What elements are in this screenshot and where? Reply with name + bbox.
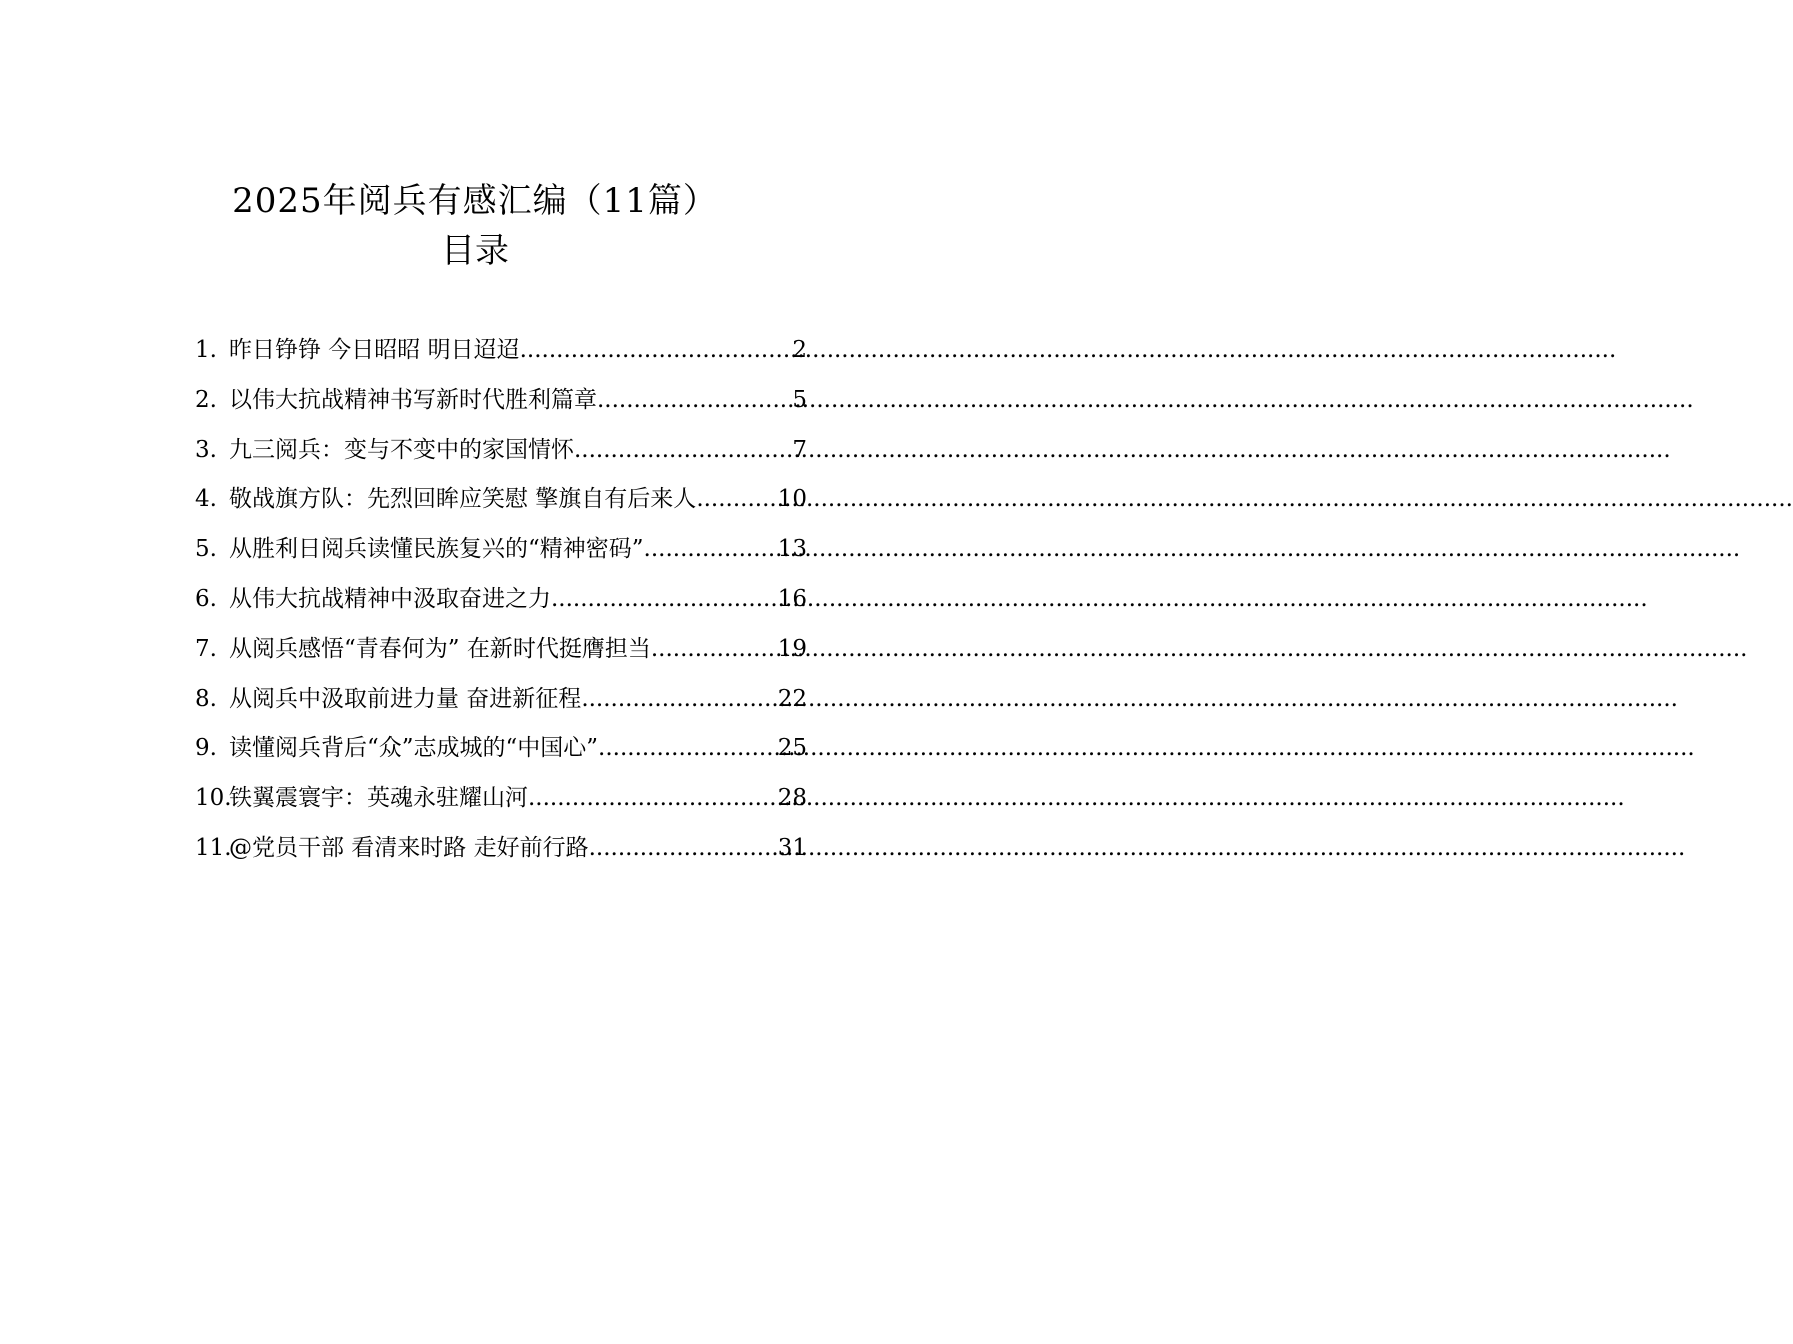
toc-entry-title: @党员干部 看清来时路 走好前行路 xyxy=(229,834,589,861)
toc-entry[interactable] xyxy=(195,525,807,575)
toc-entry-title: 从阅兵感悟“青春何为” 在新时代挺膺担当 xyxy=(229,635,651,662)
toc-entry-title: 铁翼震寰宇：英魂永驻耀山河 xyxy=(229,785,528,812)
toc-entry-number: 11. xyxy=(195,834,232,861)
dot-leader xyxy=(589,824,778,874)
toc-entry-number: 2. xyxy=(195,386,217,413)
toc-entry-number: 5. xyxy=(195,536,217,563)
toc-entry-title: 读懂阅兵背后“众”志成城的“中国心” xyxy=(229,735,599,762)
toc-heading: 目录 xyxy=(441,231,509,271)
toc-entry-page: 7 xyxy=(792,436,807,463)
toc-entry-title: 敬战旗方队：先烈回眸应笑慰 擎旗自有后来人 xyxy=(229,486,697,513)
dot-leader xyxy=(528,774,778,824)
toc-entry[interactable] xyxy=(195,575,807,625)
toc-entry[interactable] xyxy=(195,774,807,824)
dot-leader xyxy=(520,326,793,376)
toc-entry-title: 九三阅兵：变与不变中的家国情怀 xyxy=(229,436,574,463)
dot-leader xyxy=(581,675,777,725)
toc-entry-title: 以伟大抗战精神书写新时代胜利篇章 xyxy=(229,386,597,413)
toc-entry-number: 8. xyxy=(195,685,217,712)
table-of-contents xyxy=(195,326,807,874)
toc-entry[interactable] xyxy=(195,426,807,476)
toc-entry[interactable] xyxy=(195,724,807,774)
toc-entry[interactable] xyxy=(195,824,807,874)
dot-leader xyxy=(597,376,792,426)
toc-entry-number: 6. xyxy=(195,585,217,612)
toc-entry[interactable] xyxy=(195,675,807,725)
toc-entry-page: 10 xyxy=(777,486,807,513)
toc-entry-number: 10. xyxy=(195,785,232,812)
toc-entry-page: 28 xyxy=(777,785,807,812)
toc-entry-number: 3. xyxy=(195,436,217,463)
toc-entry-page: 25 xyxy=(777,735,807,762)
toc-entry-page: 19 xyxy=(777,635,807,662)
toc-entry-page: 13 xyxy=(777,536,807,563)
toc-entry-title: 从胜利日阅兵读懂民族复兴的“精神密码” xyxy=(229,536,644,563)
dot-leader xyxy=(696,475,777,525)
toc-entry[interactable] xyxy=(195,326,807,376)
toc-entry-number: 9. xyxy=(195,735,217,762)
toc-entry-page: 5 xyxy=(792,386,807,413)
dot-leader xyxy=(551,575,778,625)
dot-leader xyxy=(598,724,778,774)
document-title: 2025年阅兵有感汇编（11篇） xyxy=(232,181,718,221)
toc-entry[interactable] xyxy=(195,475,807,525)
dot-leader xyxy=(644,525,778,575)
toc-entry-title: 从伟大抗战精神中汲取奋进之力 xyxy=(229,585,551,612)
toc-entry-number: 1. xyxy=(195,337,217,363)
toc-entry[interactable] xyxy=(195,625,807,675)
toc-entry-page: 16 xyxy=(777,585,807,612)
toc-entry-page: 22 xyxy=(777,685,807,712)
toc-entry[interactable] xyxy=(195,376,807,426)
toc-entry-page: 31 xyxy=(777,834,807,861)
toc-entry-page: 2 xyxy=(792,337,807,363)
toc-entry-number: 7. xyxy=(195,635,217,662)
dot-leader xyxy=(651,625,778,675)
toc-entry-title: 昨日铮铮 今日昭昭 明日迢迢 xyxy=(229,337,520,363)
dot-leader xyxy=(574,426,792,476)
toc-entry-number: 4. xyxy=(195,486,217,513)
toc-entry-title: 从阅兵中汲取前进力量 奋进新征程 xyxy=(229,685,582,712)
